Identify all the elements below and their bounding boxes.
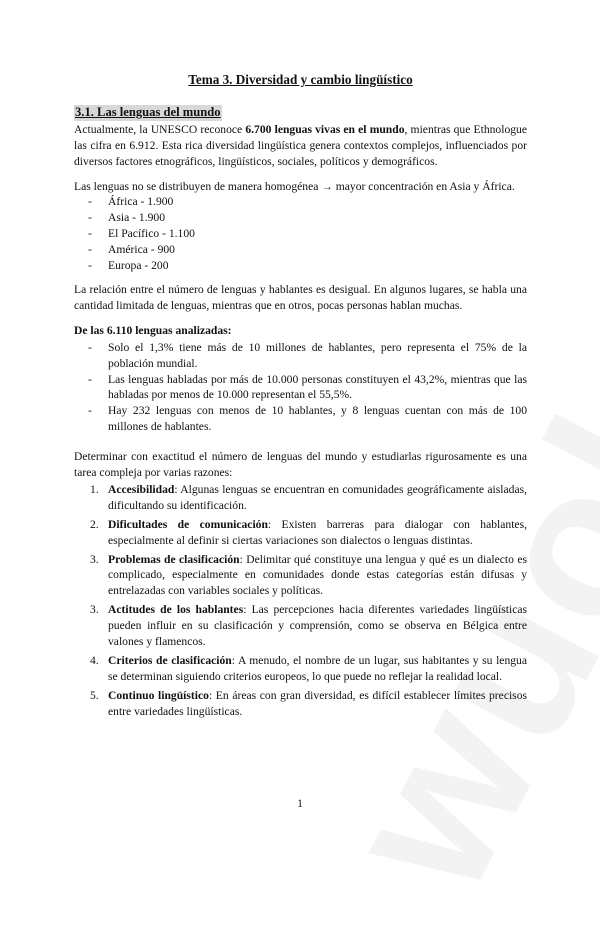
item-term: Continuo lingüístico	[108, 688, 209, 702]
regions-list	[74, 194, 527, 274]
list-item: - El Pacífico - 1.100	[74, 226, 527, 242]
list-item	[74, 552, 527, 600]
item-term: Dificultades de comunicación	[108, 517, 268, 531]
list-item: - Europa - 200	[74, 258, 527, 274]
stats-list	[74, 340, 527, 435]
list-item: - Asia - 1.900	[74, 210, 527, 226]
page-number: 1	[297, 797, 303, 810]
item-number: 3.	[90, 603, 99, 617]
list-item	[74, 482, 527, 514]
reasons-list	[74, 482, 527, 720]
item-number: 2.	[90, 517, 99, 531]
list-item	[74, 517, 527, 549]
item-number: 1.	[90, 482, 99, 496]
section-title: 3.1. Las lenguas del mundo	[75, 104, 221, 119]
list-item: - Hay 232 lenguas con menos de 10 hablantes, y 8 lenguas cuentan con más de 100 millones de hablantes.	[74, 403, 527, 435]
list-item	[74, 688, 527, 720]
item-term: Actitudes de los hablantes	[108, 603, 244, 617]
item-text: : Algunas lenguas se encuentran en comunidades geográficamente aisladas, dificultando su identificación.	[108, 482, 527, 512]
relation-paragraph: La relación entre el número de lenguas y hablantes es desigual. En algunos lugares, se habla una cantidad limitada de lenguas, mientras que en otros, pocas personas hablan muchas.	[74, 282, 527, 312]
item-text: : Las percepciones hacia diferentes variedades lingüísticas pueden influir en su clasificación y comprensión, como se observa en Bélgica entre valones y flamencos.	[108, 603, 528, 649]
intro-highlight: 6.700 lenguas vivas en el mundo	[245, 122, 405, 136]
intro-paragraph	[74, 122, 527, 170]
item-text: : A menudo, el nombre de un lugar, sus habitantes y su lengua se determinan siguiendo criterios europeos, lo que puede no reflejar la realidad local.	[108, 654, 527, 683]
stats-heading: De las 6.110 lenguas analizadas:	[74, 323, 232, 337]
list-item: - América - 900	[74, 242, 527, 258]
item-term: Criterios de clasificación	[108, 654, 232, 667]
item-text: : En áreas con gran diversidad, es difícil establecer límites precisos entre variedades lingüísticas.	[108, 688, 528, 718]
item-text: : Delimitar qué constituye una lengua y qué es un dialecto es complicado, especialmente en comunidades donde estas categorías están difusas y entrelazadas con variables sociales y políticas.	[108, 552, 527, 598]
list-item: - Solo el 1,3% tiene más de 10 millones de hablantes, pero representa el 75% de la población mundial.	[74, 340, 527, 372]
page-content	[74, 72, 527, 723]
page-title: Tema 3. Diversidad y cambio lingüístico	[188, 72, 413, 87]
reasons-intro-paragraph: Determinar con exactitud el número de lenguas del mundo y estudiarlas rigurosamente es una tarea compleja por varias razones:	[74, 450, 527, 480]
list-item: - África - 1.900	[74, 194, 527, 210]
intro-text-a: Actualmente, la UNESCO reconoce	[74, 122, 246, 136]
intro-text-c: , mientras que Ethnologue las cifra en 6.912. Esta rica diversidad lingüística genera contextos complejos, influenciados por diversos factores etnográficos, lingüísticos, sociales, políticos y demográficos.	[74, 122, 527, 168]
list-item: - Las lenguas habladas por más de 10.000 personas constituyen el 43,2%, mientras que las habladas por menos de 10.000 representan el 55,5%.	[74, 372, 527, 404]
item-term: Problemas de clasificación	[108, 552, 240, 566]
list-item	[74, 653, 527, 685]
item-number: 5.	[90, 688, 99, 702]
item-number: 4.	[90, 654, 99, 667]
item-text: : Existen barreras para dialogar con hablantes, especialmente al definir si ciertas variaciones son dialectos o lenguas distintas.	[108, 517, 527, 547]
distribution-paragraph: Las lenguas no se distribuyen de manera homogénea → mayor concentración en Asia y África.	[74, 179, 515, 193]
list-item	[74, 602, 527, 650]
item-number: 3.	[90, 552, 99, 566]
item-term: Accesibilidad	[108, 482, 175, 496]
